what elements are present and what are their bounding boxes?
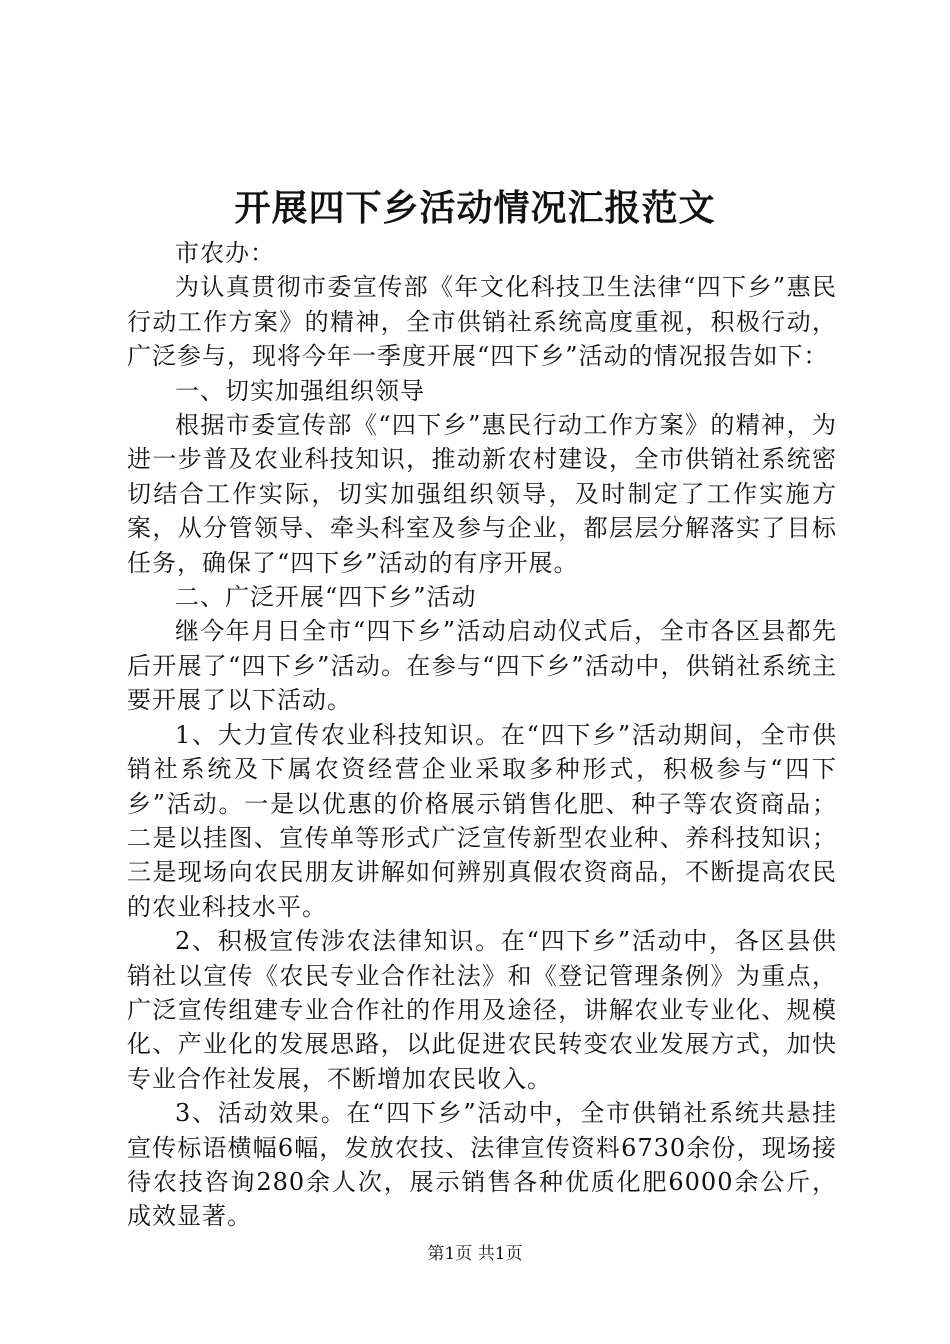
section-1-paragraph: 根据市委宣传部《“四下乡”惠民行动工作方案》的精神，为进一步普及农业科技知识，推动新农村建设，全市供销社系统密切结合工作实际，切实加强组织领导，及时制定了工作实施方案，从分管领导、牵头科室及参与企业，都层层分解落实了目标任务，确保了“四下乡”活动的有序开展。 [127, 411, 837, 577]
section-2-paragraph: 继今年月日全市“四下乡”活动启动仪式后，全市各区县都先后开展了“四下乡”活动。在参与“四下乡”活动中，供销社系统主要开展了以下活动。 [127, 617, 837, 715]
document-body [127, 236, 837, 1234]
salutation: 市农办： [175, 239, 275, 267]
intro-paragraph: 为认真贯彻市委宣传部《年文化科技卫生法律“四下乡”惠民行动工作方案》的精神，全市供销社系统高度重视，积极行动，广泛参与，现将今年一季度开展“四下乡”活动的情况报告如下： [127, 273, 837, 371]
item-1-paragraph: 1、大力宣传农业科技知识。在“四下乡”活动期间，全市供销社系统及下属农资经营企业采取多种形式，积极参与“四下乡”活动。一是以优惠的价格展示销售化肥、种子等农资商品；二是以挂图、宣传单等形式广泛宣传新型农业种、养科技知识；三是现场向农民朋友讲解如何辨别真假农资商品，不断提高农民的农业科技水平。 [127, 720, 837, 921]
item-2-paragraph: 2、积极宣传涉农法律知识。在“四下乡”活动中，各区县供销社以宣传《农民专业合作社法》和《登记管理条例》为重点，广泛宣传组建专业合作社的作用及途径，讲解农业专业化、规模化、产业化的发展思路，以此促进农民转变农业发展方式，加快专业合作社发展，不断增加农民收入。 [127, 927, 837, 1093]
section-heading-2: 二、广泛开展“四下乡”活动 [175, 583, 477, 612]
section-heading-1: 一、切实加强组织领导 [175, 376, 425, 405]
page-footer: 第1页 共1页 [427, 1244, 523, 1264]
document-title: 开展四下乡活动情况汇报范文 [234, 187, 716, 229]
item-3-paragraph: 3、活动效果。在“四下乡”活动中，全市供销社系统共悬挂宣传标语横幅6幅，发放农技、法律宣传资料6730余份，现场接待农技咨询280余人次，展示销售各种优质化肥6000余公斤，成效显著。 [127, 1099, 837, 1231]
